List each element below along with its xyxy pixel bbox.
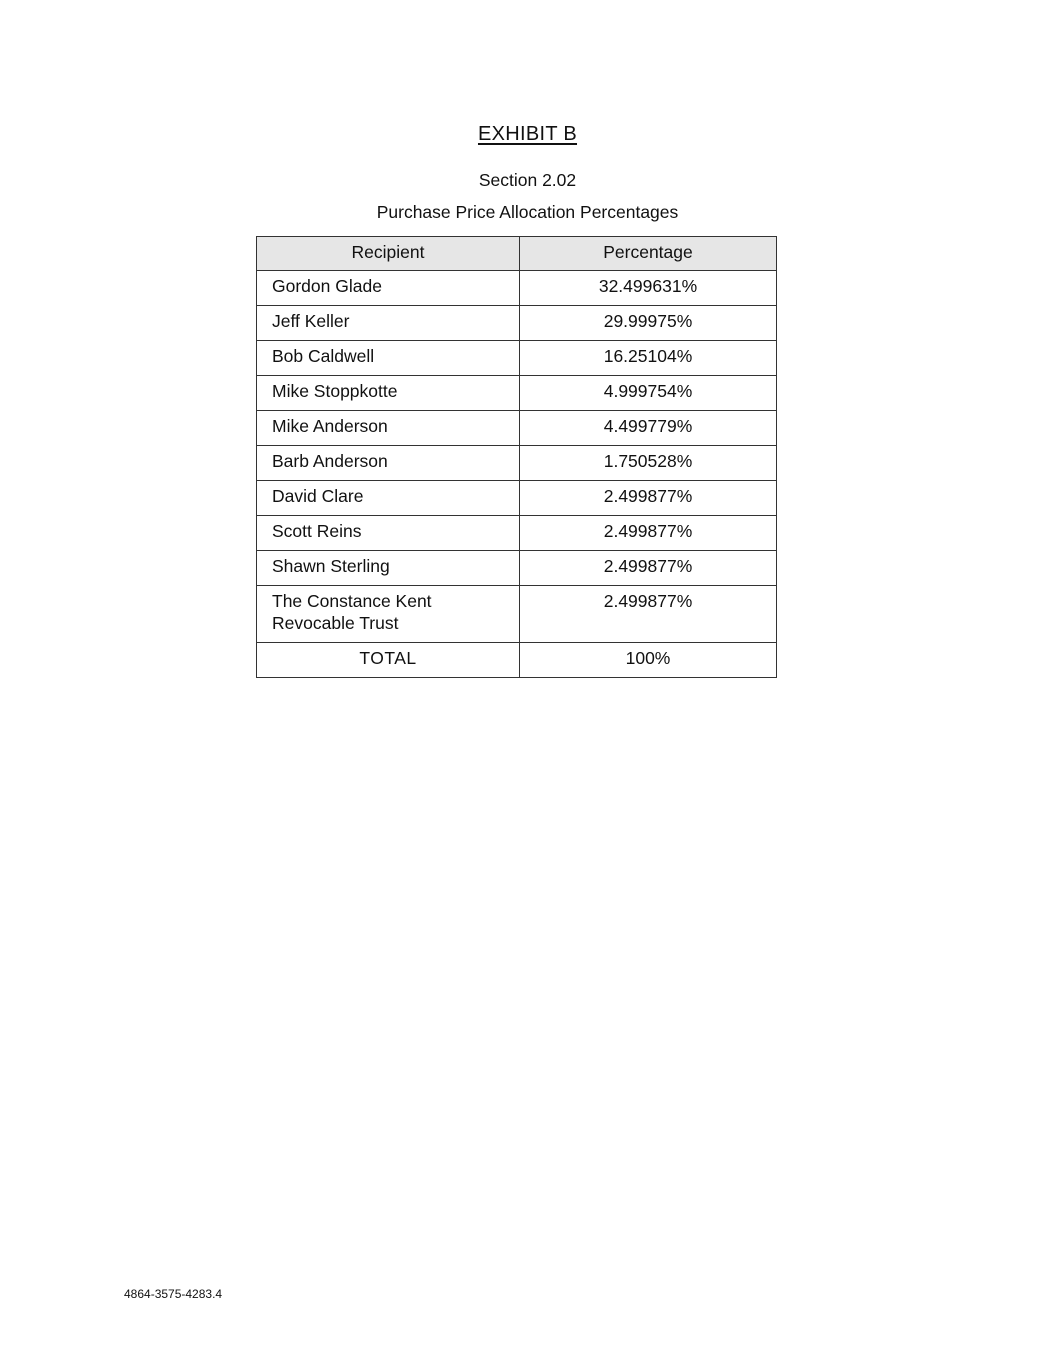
table-row bbox=[257, 516, 777, 551]
table-row bbox=[257, 551, 777, 586]
percentage-cell: 4.499779% bbox=[520, 411, 777, 446]
percentage-cell: 2.499877% bbox=[520, 481, 777, 516]
recipient-cell: Mike Anderson bbox=[257, 411, 520, 446]
total-percentage: 100% bbox=[520, 643, 777, 678]
percentage-cell: 1.750528% bbox=[520, 446, 777, 481]
recipient-cell: Shawn Sterling bbox=[257, 551, 520, 586]
percentage-cell: 2.499877% bbox=[520, 516, 777, 551]
recipient-cell: Barb Anderson bbox=[257, 446, 520, 481]
table-caption: Purchase Price Allocation Percentages bbox=[376, 202, 679, 222]
table-header-row bbox=[257, 237, 777, 271]
percentage-cell: 29.99975% bbox=[520, 306, 777, 341]
table-row bbox=[257, 411, 777, 446]
total-row bbox=[257, 643, 777, 678]
table-row bbox=[257, 341, 777, 376]
table-row bbox=[257, 376, 777, 411]
recipient-cell: Jeff Keller bbox=[257, 306, 520, 341]
header-recipient: Recipient bbox=[257, 237, 520, 271]
exhibit-title: EXHIBIT B bbox=[477, 123, 578, 145]
percentage-cell: 4.999754% bbox=[520, 376, 777, 411]
table-row bbox=[257, 586, 777, 643]
table-row bbox=[257, 306, 777, 341]
recipient-cell: Gordon Glade bbox=[257, 271, 520, 306]
percentage-cell: 2.499877% bbox=[520, 586, 777, 643]
percentage-cell: 16.25104% bbox=[520, 341, 777, 376]
section-reference: Section 2.02 bbox=[478, 170, 577, 190]
table-row bbox=[257, 271, 777, 306]
document-id-footer: 4864-3575-4283.4 bbox=[124, 1287, 223, 1301]
table-row bbox=[257, 481, 777, 516]
allocation-table bbox=[256, 236, 777, 678]
table-row bbox=[257, 446, 777, 481]
total-label: TOTAL bbox=[257, 643, 520, 678]
recipient-cell: Scott Reins bbox=[257, 516, 520, 551]
percentage-cell: 32.499631% bbox=[520, 271, 777, 306]
recipient-cell: Mike Stoppkotte bbox=[257, 376, 520, 411]
recipient-cell: The Constance Kent Revocable Trust bbox=[257, 586, 520, 643]
recipient-cell: Bob Caldwell bbox=[257, 341, 520, 376]
recipient-cell: David Clare bbox=[257, 481, 520, 516]
header-percentage: Percentage bbox=[520, 237, 777, 271]
percentage-cell: 2.499877% bbox=[520, 551, 777, 586]
